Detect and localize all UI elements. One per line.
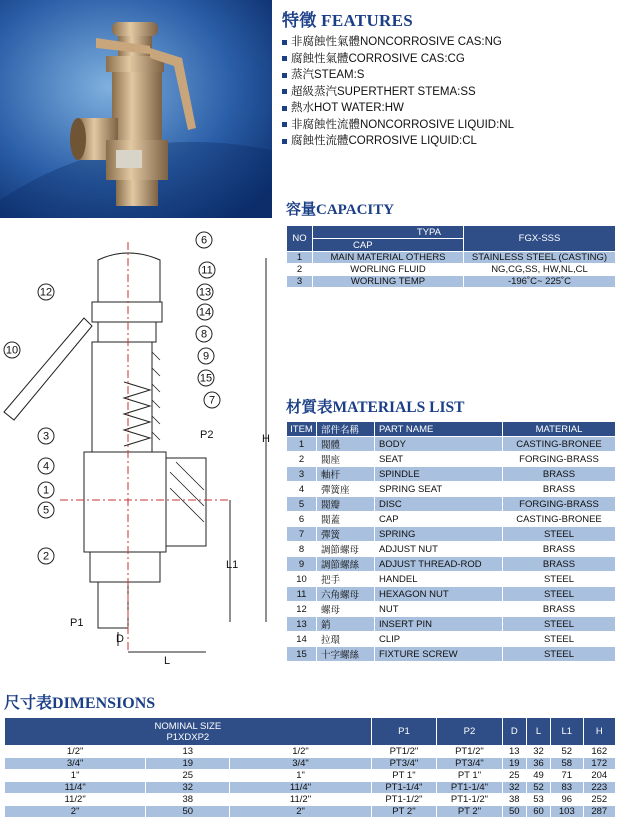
- callout-number: 6: [200, 234, 208, 247]
- cell: PT3/4": [437, 758, 503, 770]
- cell: 38: [502, 794, 526, 806]
- dimensions-section: [4, 690, 616, 818]
- cell: SPINDLE: [375, 467, 503, 482]
- cell: 25: [146, 770, 230, 782]
- table-row: [287, 437, 616, 452]
- label-h: H: [262, 433, 270, 445]
- features-title-cn: 特徵: [282, 11, 317, 30]
- cell: 11: [287, 587, 317, 602]
- feature-item: [282, 51, 612, 68]
- table-row: [287, 467, 616, 482]
- cell: BRASS: [503, 557, 616, 572]
- cell: 彈簧座: [317, 482, 375, 497]
- table-row: [5, 770, 616, 782]
- dimensions-table: [4, 717, 616, 818]
- callout-number: 1: [42, 484, 50, 497]
- cell: SPRING: [375, 527, 503, 542]
- capacity-header-no: NO: [287, 226, 313, 252]
- cell: 12: [287, 602, 317, 617]
- label-p2: P2: [200, 429, 214, 441]
- cell: 3/4": [5, 758, 146, 770]
- header-p1: P1: [371, 718, 437, 746]
- feature-text: 腐蝕性氣體CORROSIVE CAS:CG: [291, 52, 465, 65]
- header-nominal-title: NOMINAL SIZE: [154, 720, 222, 732]
- bullet-icon: [282, 89, 287, 94]
- bullet-icon: [282, 106, 287, 111]
- cell: 11/2": [230, 794, 371, 806]
- label-l1: L1: [226, 559, 239, 571]
- cell: 閥蓋: [317, 512, 375, 527]
- features-title: [282, 6, 612, 31]
- table-row: [5, 758, 616, 770]
- cell: 螺母: [317, 602, 375, 617]
- callout-number: 5: [42, 504, 50, 517]
- callout-number: 15: [199, 372, 213, 385]
- capacity-table: [286, 225, 616, 288]
- cell: 53: [526, 794, 550, 806]
- header-p2: P2: [437, 718, 503, 746]
- header-part-name: PART NAME: [375, 422, 503, 437]
- cell: 36: [526, 758, 550, 770]
- cell: 172: [583, 758, 615, 770]
- table-row: [287, 276, 616, 288]
- cell: CASTING-BRONEE: [503, 437, 616, 452]
- cell: NG,CG,SS, HW,NL,CL: [464, 264, 616, 276]
- cell: SEAT: [375, 452, 503, 467]
- cell: 3: [287, 467, 317, 482]
- cell: 32: [502, 782, 526, 794]
- table-row: [287, 264, 616, 276]
- feature-item: [282, 133, 612, 150]
- callout-number: 2: [42, 550, 50, 563]
- bullet-icon: [282, 139, 287, 144]
- label-l: L: [164, 655, 171, 667]
- cell: 52: [551, 746, 583, 758]
- table-row: [287, 647, 616, 662]
- cell: PT1-1/4": [371, 782, 437, 794]
- cell: BRASS: [503, 482, 616, 497]
- header-l: L: [526, 718, 550, 746]
- cell: 拉環: [317, 632, 375, 647]
- cell: BRASS: [503, 602, 616, 617]
- header-l1: L1: [551, 718, 583, 746]
- cell: 83: [551, 782, 583, 794]
- table-row: [287, 572, 616, 587]
- cell: 1": [230, 770, 371, 782]
- cell: PT1-1/4": [437, 782, 503, 794]
- cell: DISC: [375, 497, 503, 512]
- header-h: H: [583, 718, 615, 746]
- cell: 252: [583, 794, 615, 806]
- dimensions-title: [4, 690, 616, 713]
- cell: CAP: [375, 512, 503, 527]
- callout-number: 12: [39, 286, 53, 299]
- cell: 閥座: [317, 452, 375, 467]
- cell: 六角螺母: [317, 587, 375, 602]
- capacity-title-en: CAPACITY: [316, 202, 395, 218]
- cell: 1": [5, 770, 146, 782]
- cell: 9: [287, 557, 317, 572]
- cell: SPRING SEAT: [375, 482, 503, 497]
- cell: WORLING FLUID: [313, 264, 464, 276]
- table-row: [5, 746, 616, 758]
- cell: PT1/2": [371, 746, 437, 758]
- cell: 52: [526, 782, 550, 794]
- cell: PT 1": [371, 770, 437, 782]
- materials-title-cn: 材質表: [286, 399, 333, 416]
- cell: 3/4": [230, 758, 371, 770]
- cell: 11/4": [5, 782, 146, 794]
- cell: NUT: [375, 602, 503, 617]
- cell: HEXAGON NUT: [375, 587, 503, 602]
- cell: -196˚C~ 225˚C: [464, 276, 616, 288]
- cell: 5: [287, 497, 317, 512]
- cell: 15: [287, 647, 317, 662]
- cell: 19: [502, 758, 526, 770]
- materials-table: [286, 421, 616, 662]
- cell: 調節螺母: [317, 542, 375, 557]
- callout-number: 7: [208, 394, 216, 407]
- cell: 32: [146, 782, 230, 794]
- features-section: [282, 6, 612, 150]
- cell: 8: [287, 542, 317, 557]
- header-item: ITEM: [287, 422, 317, 437]
- cell: STEEL: [503, 572, 616, 587]
- cell: 11/4": [230, 782, 371, 794]
- cell: PT1/2": [437, 746, 503, 758]
- cell: BRASS: [503, 542, 616, 557]
- cell: HANDEL: [375, 572, 503, 587]
- cell: STEEL: [503, 632, 616, 647]
- feature-text: 非腐蝕性流體NONCORROSIVE LIQUID:NL: [291, 118, 514, 131]
- capacity-header-type: TYPA: [313, 226, 464, 239]
- feature-item: [282, 84, 612, 101]
- feature-text: 蒸汽STEAM:S: [291, 69, 365, 81]
- materials-title: [286, 395, 616, 417]
- cell: 13: [502, 746, 526, 758]
- cell: 19: [146, 758, 230, 770]
- table-row: [287, 542, 616, 557]
- cell: PT1-1/2": [371, 794, 437, 806]
- cell: 32: [526, 746, 550, 758]
- table-row: [5, 794, 616, 806]
- cell: 13: [146, 746, 230, 758]
- cell: 10: [287, 572, 317, 587]
- cell: 60: [526, 806, 550, 818]
- materials-title-en: MATERIALS LIST: [332, 399, 465, 416]
- capacity-title: [286, 198, 616, 219]
- cell: 閥體: [317, 437, 375, 452]
- cell: STEEL: [503, 587, 616, 602]
- cell: FORGING-BRASS: [503, 452, 616, 467]
- cell: 4: [287, 482, 317, 497]
- feature-text: 超級蒸汽SUPERTHERT STEMA:SS: [291, 85, 476, 98]
- callout-number: 3: [42, 430, 50, 443]
- cell: 11/2": [5, 794, 146, 806]
- cell: 103: [551, 806, 583, 818]
- cell: PT1-1/2": [437, 794, 503, 806]
- cell: BODY: [375, 437, 503, 452]
- capacity-header-row: [287, 226, 616, 239]
- cell: STEEL: [503, 617, 616, 632]
- materials-body: [287, 437, 616, 662]
- feature-item: [282, 34, 612, 51]
- cell: 58: [551, 758, 583, 770]
- cell: 調節螺絲: [317, 557, 375, 572]
- cell: PT 1": [437, 770, 503, 782]
- table-row: [287, 557, 616, 572]
- cell: 閥瓣: [317, 497, 375, 512]
- dimensions-title-cn: 尺寸表: [4, 695, 53, 712]
- table-row: [287, 252, 616, 264]
- feature-text: 非腐蝕性氣體NONCORROSIVE CAS:NG: [291, 36, 502, 48]
- callout-number: 13: [198, 286, 212, 299]
- valve-photo-image: [0, 0, 272, 218]
- cell: 49: [526, 770, 550, 782]
- cell: 1: [287, 437, 317, 452]
- valve-drawing: [0, 222, 284, 692]
- cell: 2: [287, 264, 313, 276]
- cell: FIXTURE SCREW: [375, 647, 503, 662]
- table-row: [287, 632, 616, 647]
- cell: 2: [287, 452, 317, 467]
- drawing-svg: [0, 222, 284, 692]
- cell: 50: [502, 806, 526, 818]
- feature-item: [282, 67, 612, 84]
- table-row: [287, 617, 616, 632]
- bullet-icon: [282, 56, 287, 61]
- cell: 25: [502, 770, 526, 782]
- table-row: [287, 482, 616, 497]
- dimensions-body: [5, 746, 616, 818]
- capacity-header-model: FGX-SSS: [464, 226, 616, 252]
- table-row: [287, 452, 616, 467]
- cell: 1/2": [5, 746, 146, 758]
- cell: 1/2": [230, 746, 371, 758]
- callout-number: 9: [202, 350, 210, 363]
- feature-item: [282, 117, 612, 134]
- cell: CLIP: [375, 632, 503, 647]
- cell: STEEL: [503, 527, 616, 542]
- cell: 71: [551, 770, 583, 782]
- capacity-title-cn: 容量: [286, 202, 317, 218]
- table-row: [287, 587, 616, 602]
- table-row: [287, 527, 616, 542]
- cell: 7: [287, 527, 317, 542]
- cell: 把手: [317, 572, 375, 587]
- label-p1: P1: [70, 617, 84, 629]
- cell: 50: [146, 806, 230, 818]
- table-row: [5, 782, 616, 794]
- product-photo: [0, 0, 272, 218]
- cell: ADJUST THREAD-ROD: [375, 557, 503, 572]
- features-title-en: FEATURES: [321, 11, 413, 30]
- bullet-icon: [282, 122, 287, 127]
- table-row: [287, 497, 616, 512]
- cell: ADJUST NUT: [375, 542, 503, 557]
- cell: INSERT PIN: [375, 617, 503, 632]
- cell: 3: [287, 276, 313, 288]
- cell: 6: [287, 512, 317, 527]
- cell: 十字螺絲: [317, 647, 375, 662]
- cell: STAINLESS STEEL (CASTING): [464, 252, 616, 264]
- cell: PT 2": [371, 806, 437, 818]
- cell: 2": [5, 806, 146, 818]
- cell: 223: [583, 782, 615, 794]
- cell: 287: [583, 806, 615, 818]
- feature-text: 腐蝕性流體CORROSIVE LIQUID:CL: [291, 135, 477, 147]
- feature-item: [282, 100, 612, 117]
- callout-number: 14: [198, 306, 212, 319]
- materials-header-row: [287, 422, 616, 437]
- label-d: D: [116, 633, 124, 645]
- cell: 銷: [317, 617, 375, 632]
- header-nominal: [5, 718, 372, 746]
- cell: WORLING TEMP: [313, 276, 464, 288]
- cell: 2": [230, 806, 371, 818]
- header-material: MATERIAL: [503, 422, 616, 437]
- cell: PT3/4": [371, 758, 437, 770]
- bullet-icon: [282, 40, 287, 45]
- features-list: [282, 34, 612, 150]
- capacity-section: [286, 198, 616, 288]
- table-row: [287, 602, 616, 617]
- cell: 軸杆: [317, 467, 375, 482]
- cell: 13: [287, 617, 317, 632]
- header-nominal-sub: P1XDXP2: [166, 731, 210, 743]
- cell: PT 2": [437, 806, 503, 818]
- cell: 14: [287, 632, 317, 647]
- callout-number: 8: [200, 328, 208, 341]
- cell: 96: [551, 794, 583, 806]
- cell: STEEL: [503, 647, 616, 662]
- cell: 38: [146, 794, 230, 806]
- callout-number: 10: [5, 344, 19, 357]
- feature-text: 熱水HOT WATER:HW: [291, 102, 404, 114]
- table-row: [287, 512, 616, 527]
- cell: 1: [287, 252, 313, 264]
- bullet-icon: [282, 73, 287, 78]
- cell: FORGING-BRASS: [503, 497, 616, 512]
- header-part-cn: 部件名稱: [317, 422, 375, 437]
- cell: 彈簧: [317, 527, 375, 542]
- dimensions-header-row: [5, 718, 616, 746]
- callout-number: 4: [42, 460, 50, 473]
- cell: BRASS: [503, 467, 616, 482]
- header-d: D: [502, 718, 526, 746]
- capacity-header-cap: CAP: [313, 239, 464, 252]
- dimensions-title-en: DIMENSIONS: [52, 695, 156, 712]
- table-row: [5, 806, 616, 818]
- callout-number: 11: [201, 264, 213, 277]
- cell: 162: [583, 746, 615, 758]
- cell: MAIN MATERIAL OTHERS: [313, 252, 464, 264]
- cell: 204: [583, 770, 615, 782]
- cell: CASTING-BRONEE: [503, 512, 616, 527]
- materials-section: [286, 395, 616, 662]
